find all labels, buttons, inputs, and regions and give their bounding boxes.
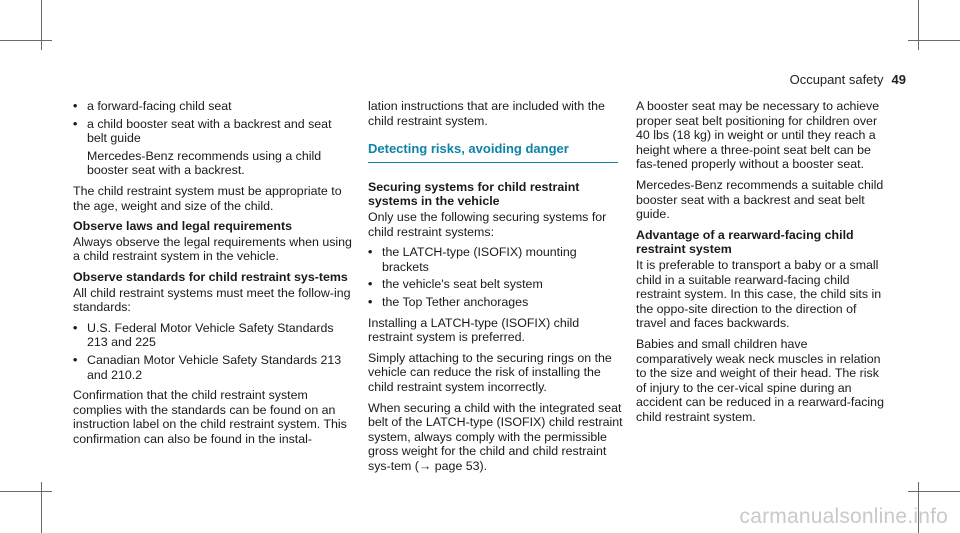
crop-mark — [918, 0, 919, 50]
paragraph: A booster seat may be necessary to achieve proper seat belt positioning for children over 40 lbs (18 kg) in weight or until they reach a height where a three-point seat belt can be fas-tened properly without a booster seat. — [636, 99, 880, 172]
column-3 — [636, 99, 886, 430]
bullet-icon: • — [368, 277, 373, 292]
paragraph: Always observe the legal requirements when using a child restraint system in the vehicle. — [73, 234, 352, 264]
crop-mark — [0, 491, 52, 492]
paragraph: lation instructions that are included with the child restraint system. — [368, 99, 605, 128]
bullet-icon: • — [73, 99, 78, 113]
list-item: • the vehicle's seat belt system — [368, 277, 543, 292]
section-title: Detecting risks, avoiding danger — [368, 142, 618, 163]
paragraph: The child restraint system must be appropriate to the age, weight and size of the child. — [73, 183, 342, 213]
crop-mark — [908, 40, 960, 41]
list-item: • the LATCH-type (ISOFIX) mounting brackets — [368, 245, 577, 274]
bullet-icon: • — [368, 294, 373, 309]
watermark: carmanualsonline.info — [739, 505, 948, 528]
paragraph: It is preferable to transport a baby or a small child in a suitable rearward-facing child restraint system. In this case, the child sits in the oppo-site direction to the direction of travel and faces backwards. — [636, 257, 882, 331]
securing-systems-list — [368, 245, 624, 309]
list-item: • Canadian Motor Vehicle Safety Standards 213 and 210.2 — [73, 352, 342, 382]
bold-heading: Securing systems for child restraint systems in the vehicle — [368, 179, 580, 209]
paragraph: Mercedes-Benz recommends a suitable child booster seat with a backrest and seat belt guide. — [636, 177, 884, 222]
page-section-title: Occupant safety — [789, 72, 884, 87]
bold-heading: Observe laws and legal requirements — [73, 219, 292, 234]
list-item: • the Top Tether anchorages — [368, 294, 529, 309]
bullet-icon: • — [73, 116, 78, 131]
bold-heading: Advantage of a rearward-facing child restraint system — [636, 227, 854, 257]
list-item-note: Mercedes-Benz recommends using a child booster seat with a backrest. — [87, 148, 322, 178]
standards-list — [73, 321, 353, 382]
page-number: 49 — [891, 72, 906, 87]
paragraph: Confirmation that the child restraint system complies with the standards can be found on an instruction label on the child restraint system. This confirmation can also be found in the instal- — [73, 388, 347, 446]
seat-type-list — [73, 99, 353, 178]
bullet-icon: • — [73, 320, 78, 335]
paragraph: When securing a child with the integrated seat belt of the LATCH-type (ISOFIX) child restraint system, always comply with the permissible gross weight for the child and child restraint sys-tem (→ page 53). — [368, 400, 623, 473]
paragraph: Only use the following securing systems for child restraint systems: — [368, 209, 607, 239]
crop-mark — [908, 491, 960, 492]
bullet-icon: • — [73, 352, 78, 367]
page-header — [790, 72, 906, 87]
bullet-icon: • — [368, 245, 373, 260]
crop-mark — [41, 482, 42, 533]
crop-mark — [0, 40, 52, 41]
list-item: • U.S. Federal Motor Vehicle Safety Standards 213 and 225 — [73, 320, 334, 350]
column-1 — [73, 99, 353, 452]
list-item: • a forward-facing child seat — [73, 99, 232, 113]
list-item: • a child booster seat with a backrest and seat belt guide Mercedes-Benz recommends using a child booster seat with a backrest. — [73, 117, 353, 178]
bold-heading: Observe standards for child restraint sys-tems — [73, 269, 348, 284]
paragraph: All child restraint systems must meet the follow-ing standards: — [73, 285, 351, 315]
paragraph: Simply attaching to the securing rings on the vehicle can reduce the risk of installing the child restraint system incorrectly. — [368, 350, 612, 394]
paragraph: Babies and small children have comparatively weak neck muscles in relation to the size and weight of their head. The risk of injury to the cer-vical spine during an accident can be reduced in a rearward-facing child restraint system. — [636, 336, 884, 424]
paragraph: Installing a LATCH-type (ISOFIX) child restraint system is preferred. — [368, 315, 580, 345]
column-2 — [368, 99, 624, 479]
crop-mark — [41, 0, 42, 50]
